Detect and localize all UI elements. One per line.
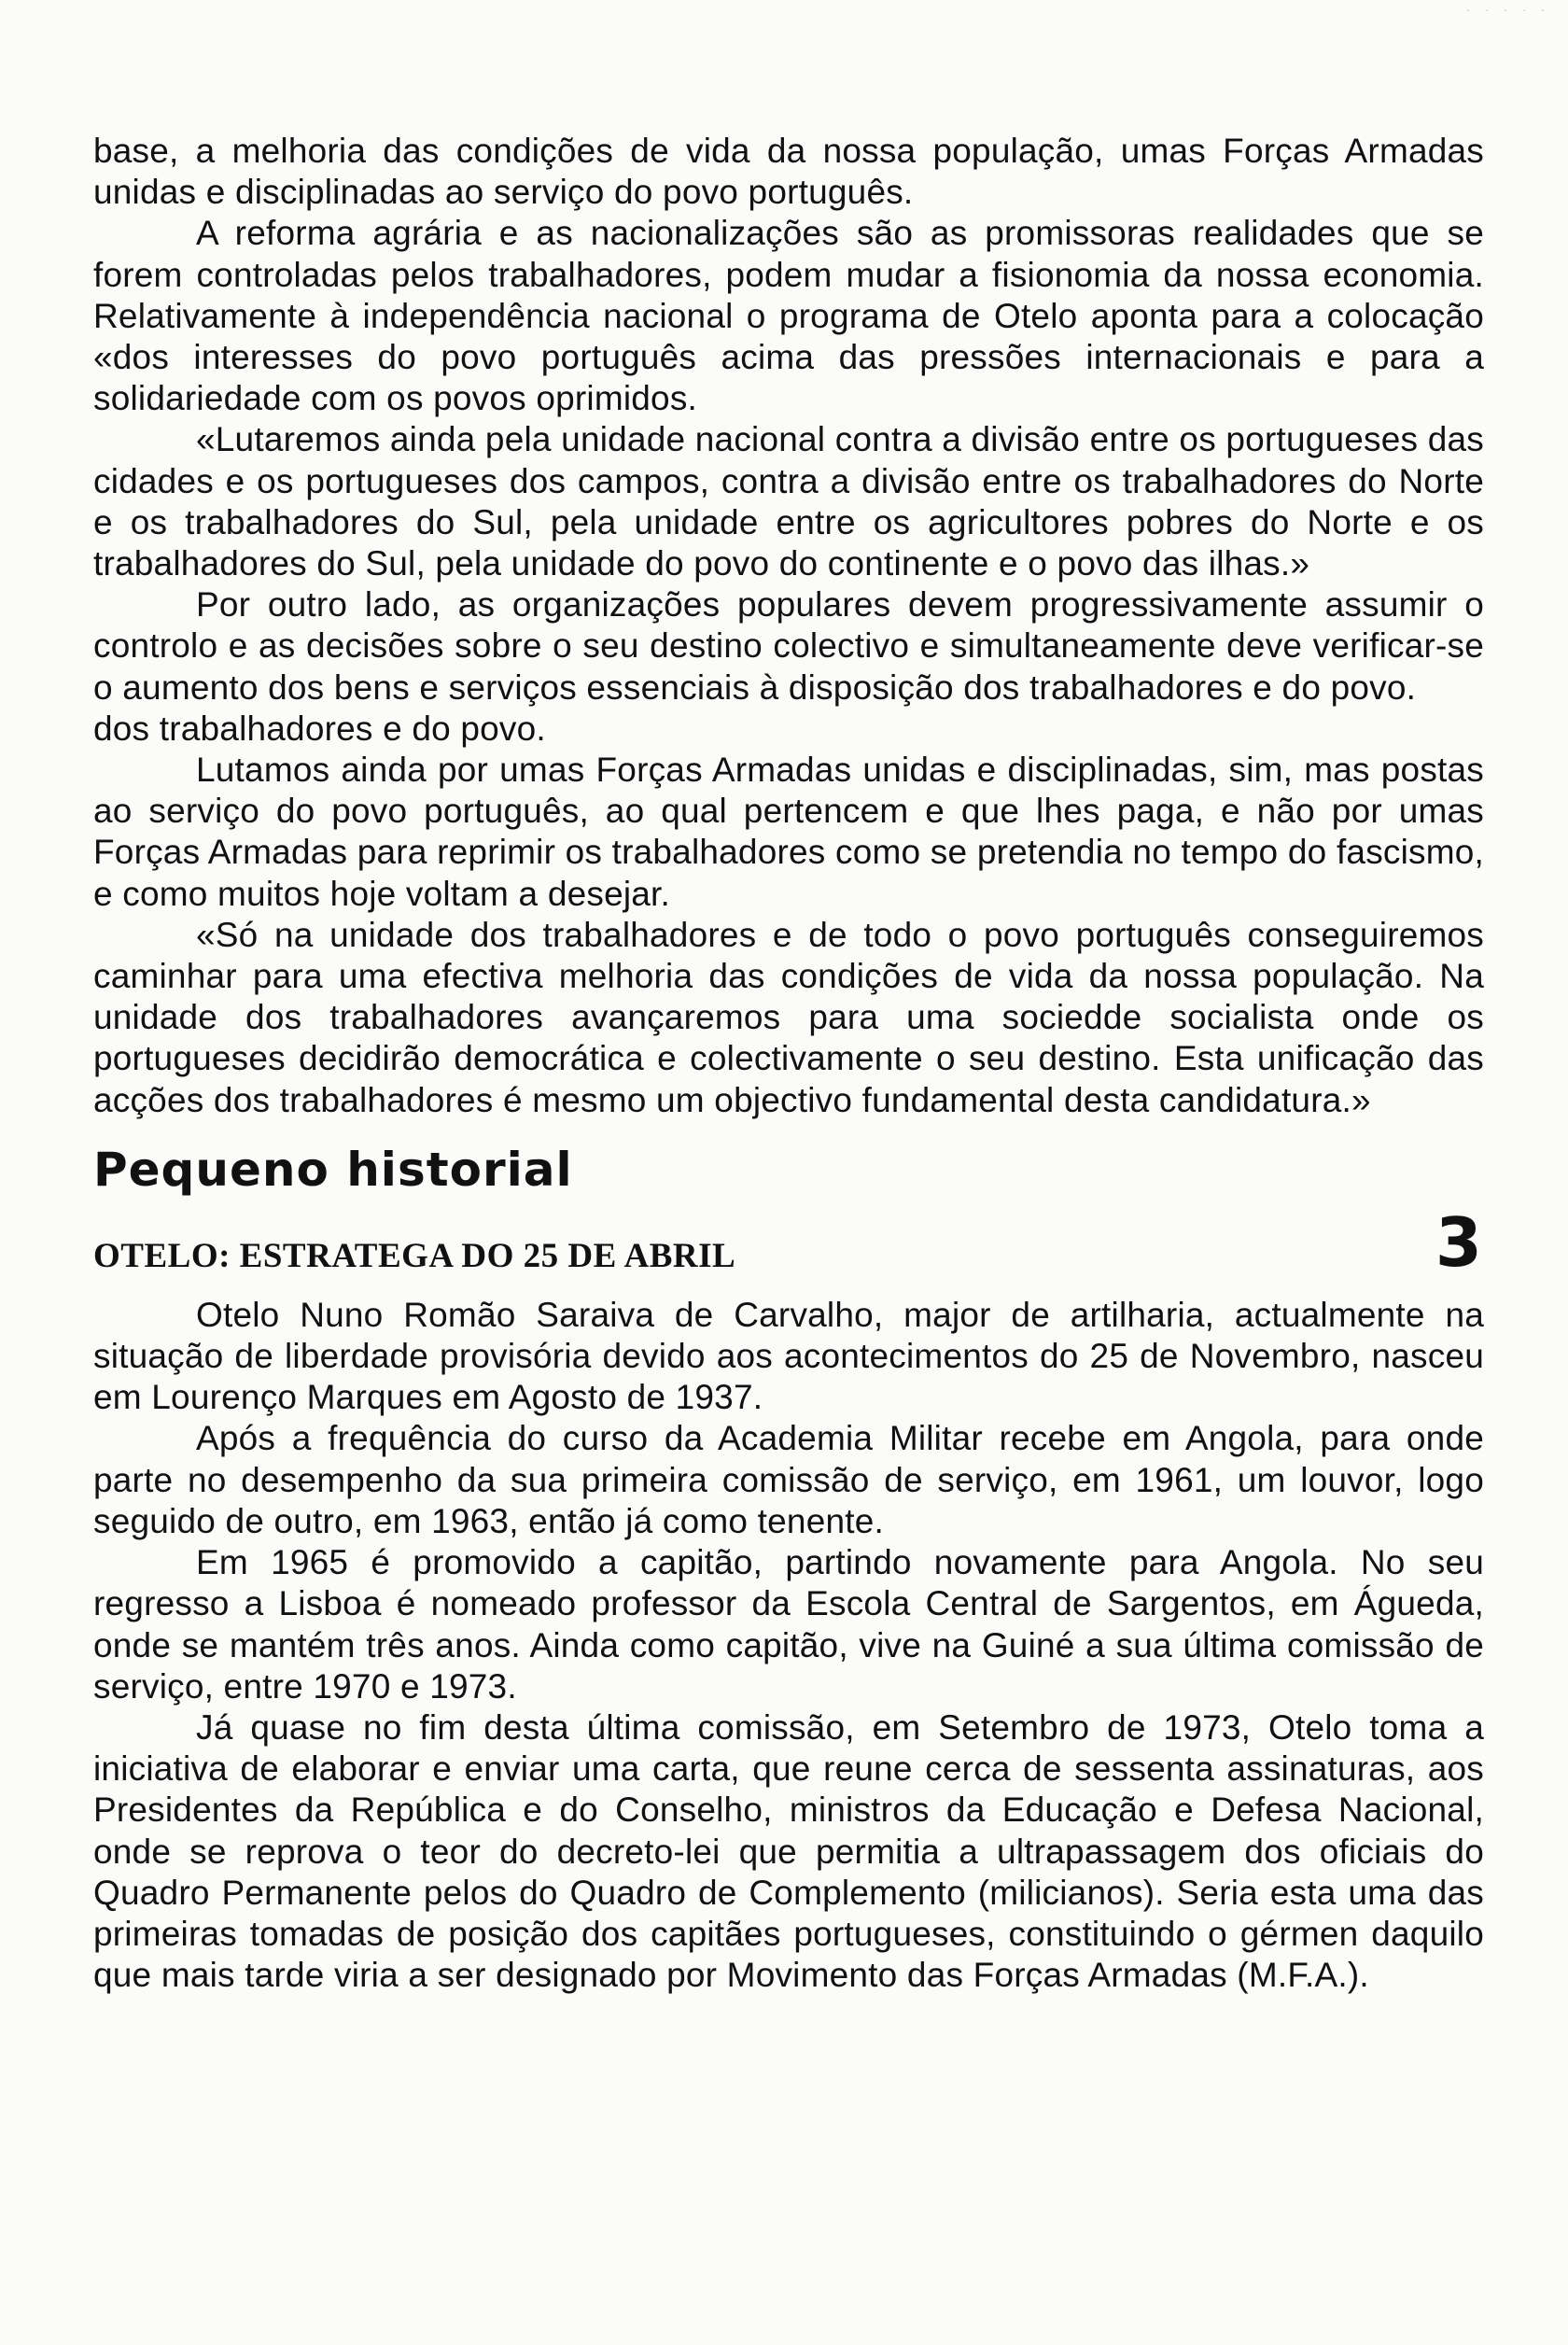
paragraph: base, a melhoria das condições de vida da nossa população, umas Forças Armadas unidas e disciplinadas ao serviço do povo português. [93,132,1484,212]
scan-edge-mark: - - - - - [1464,6,1549,16]
paragraph: dos trabalhadores e do povo. [93,709,546,748]
paragraph: A reforma agrária e as nacionalizações são as promissoras realidades que se forem controladas pelos trabalhadores, podem mudar a fisionomia da nossa economia. Relativamente à independência nacional o programa de Otelo aponta para a colocação «dos interesses do povo português acima das pressões internacionais e para a solidariedade com os povos oprimidos. [93,214,1484,418]
paragraph: Lutamos ainda por umas Forças Armadas unidas e disciplinadas, sim, mas postas ao serviço do povo português, ao qual pertencem e que lhes paga, e não por umas Forças Armadas para reprimir os trabalhadores como se pretendia no tempo do fascismo, e como muitos hoje voltam a desejar. [93,751,1484,913]
paragraph: Otelo Nuno Romão Saraiva de Carvalho, major de artilharia, actualmente na situação de liberdade provisória devido aos acontecimentos do 25 de Novembro, nasceu em Lourenço Marques em Agosto de 1937. [93,1295,1484,1417]
section-subtitle: OTELO: ESTRATEGA DO 25 DE ABRIL [93,1236,736,1275]
section-title: Pequeno historial [93,1142,573,1197]
chapter-number: 3 [1435,1202,1482,1282]
document-page [93,131,1484,1996]
paragraph: Após a frequência do curso da Academia Militar recebe em Angola, para onde parte no desempenho da sua primeira comissão de serviço, em 1961, um louvor, logo seguido de outro, em 1963, então já como tenente. [93,1419,1484,1540]
paragraph: «Só na unidade dos trabalhadores e de todo o povo português conseguiremos caminhar para uma efectiva melhoria das condições de vida da nossa população. Na unidade dos trabalhadores avançaremos para uma sociedde socialista onde os portugueses decidirão democrática e colectivamente o seu destino. Esta unificação das acções dos trabalhadores é mesmo um objectivo fundamental desta candidatura.» [93,915,1484,1119]
paragraph: Já quase no fim desta última comissão, em Setembro de 1973, Otelo toma a iniciativa de elaborar e enviar uma carta, que reune cerca de sessenta assinaturas, aos Presidentes da República e do Conselho, ministros da Educação e Defesa Nacional, onde se reprova o teor do decreto-lei que permitia a ultrapassagem dos oficiais do Quadro Permanente pelos do Quadro de Complemento (milicianos). Seria esta uma das primeiras tomadas de posição dos capitães portugueses, constituindo o gérmen daquilo que mais tarde viria a ser designado por Movimento das Forças Armadas (M.F.A.). [93,1707,1484,1995]
subtitle-row [93,1202,1484,1282]
paragraph: Por outro lado, as organizações populares devem progressivamente assumir o controlo e as decisões sobre o seu destino colectivo e simultaneamente deve verificar-se o aumento dos bens e serviços essenciais à disposição dos trabalhadores e do povo. [93,585,1484,707]
paragraph: «Lutaremos ainda pela unidade nacional contra a divisão entre os portugueses das cidades e os portugueses dos campos, contra a divisão entre os trabalhadores do Norte e os trabalhadores do Sul, pela unidade entre os agricultores pobres do Norte e os trabalhadores do Sul, pela unidade do povo do continente e o povo das ilhas.» [93,420,1484,583]
paragraph: Em 1965 é promovido a capitão, partindo novamente para Angola. No seu regresso a Lisboa é nomeado professor da Escola Central de Sargentos, em Águeda, onde se mantém três anos. Ainda como capitão, vive na Guiné a sua última comissão de serviço, entre 1970 e 1973. [93,1543,1484,1706]
